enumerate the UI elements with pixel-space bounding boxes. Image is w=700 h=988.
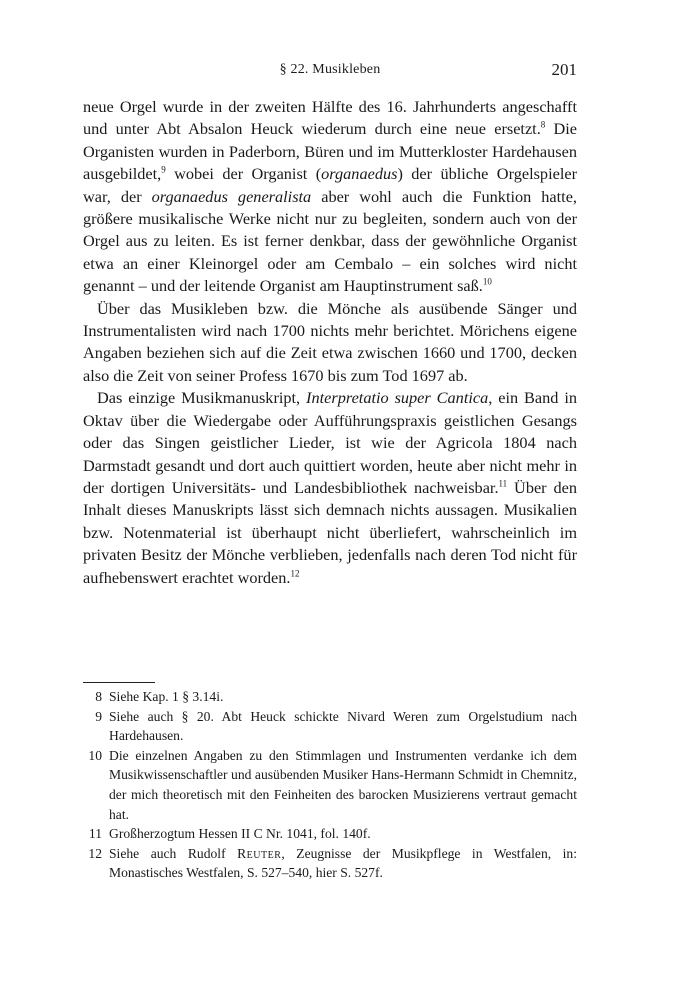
footnote-number: 11 bbox=[88, 826, 102, 842]
footnote-number: 10 bbox=[88, 747, 102, 763]
paragraph-text: , ein Band in Oktav über die Wiedergabe oder Aufführungspraxis geistlichen Gesangs oder das Singen geistlicher Lieder, ist wie der Agricola 1804 nach Darmstadt gesandt und dort auch quittiert worden, heute aber nicht mehr in der dortigen Universitäts- und Landesbibliothek nachweisbar. bbox=[83, 388, 577, 497]
footnote-ref-10: 10 bbox=[482, 276, 492, 287]
footnote-text bbox=[109, 844, 577, 883]
paragraph-text: neue Orgel wurde in der zweiten Hälfte des 16. Jahrhunderts angeschafft und unter Abt Absalon Heuck wiederum durch eine neue ersetzt. bbox=[83, 97, 577, 139]
italic-term: organaedus generalista bbox=[151, 186, 312, 206]
running-title: § 22. Musikleben bbox=[279, 62, 381, 77]
footnote-ref-8: 8 bbox=[540, 119, 546, 130]
footnote-ref-12: 12 bbox=[290, 568, 300, 579]
footnote-8 bbox=[83, 687, 577, 707]
author-name: Reuter bbox=[237, 845, 282, 861]
footnote-10 bbox=[83, 746, 577, 824]
footnote-text: Siehe auch § 20. Abt Heuck schickte Nivard Weren zum Orgelstudium nach Hardehausen. bbox=[109, 708, 577, 744]
footnote-text: Großherzogtum Hessen II C Nr. 1041, fol. 140f. bbox=[109, 826, 371, 842]
footnote-ref-9: 9 bbox=[161, 164, 166, 175]
footnote-text-part: Siehe auch Rudolf bbox=[109, 845, 238, 861]
footnote-text: Siehe Kap. 1 § 3.14i. bbox=[109, 689, 224, 704]
body-text bbox=[83, 96, 577, 589]
footnote-11 bbox=[83, 824, 577, 844]
footnote-text: Die einzelnen Angaben zu den Stimmlagen und Instrumenten verdanke ich dem Musikwissenschaftler und ausübenden Musiker Hans-Hermann Schmidt in Chemnitz, der mich theoretisch mit den Feinheiten des barocken Musizierens vertraut gemacht hat. bbox=[109, 747, 577, 822]
paragraph-text: aber wohl auch die Funktion hatte, größere musikalische Werke nicht nur zu begleiten, sondern auch von der Orgel aus zu leiten. Es ist ferner denkbar, dass der gewöhnliche Organist etwa an einer Kleinorgel oder am Cembalo – ein solches wird nicht genannt – und der leitende Organist am Hauptinstrument saß. bbox=[83, 186, 577, 296]
running-header bbox=[83, 62, 577, 84]
italic-term: organaedus bbox=[321, 164, 398, 184]
footnote-text-part: , Zeugnisse der Musikpflege in Westfalen, in: Monastisches Westfalen, S. 527–540, hier S. 527f. bbox=[109, 845, 577, 881]
footnote-number: 12 bbox=[88, 845, 102, 861]
paragraph-3 bbox=[83, 387, 577, 589]
footnote-9 bbox=[83, 707, 577, 746]
paragraph-1 bbox=[83, 96, 577, 298]
footnotes bbox=[83, 687, 577, 883]
paragraph-text: Das einzige Musikmanuskript, bbox=[97, 388, 307, 408]
paragraph-2: Über das Musikleben bzw. die Mönche als ausübende Sänger und Instrumentalisten wird nach 1700 nichts mehr berichtet. Mörichens eigene Angaben beziehen sich auf die Zeit etwa zwischen 1660 und 1700, decken also die Zeit von seiner Profess 1670 bis zum Tod 1697 ab. bbox=[83, 298, 577, 385]
footnote-number: 9 bbox=[95, 708, 102, 724]
paragraph-text: Die Organisten wurden in Paderborn, Büren und im Mutterkloster Hardehausen ausgebildet, bbox=[83, 119, 578, 184]
italic-title: Interpretatio super Cantica bbox=[306, 388, 489, 408]
paragraph-text: Über den Inhalt dieses Manuskripts lässt sich demnach nichts aussagen. Musikalien bzw. Notenmaterial ist überhaupt nicht überliefert, wahrscheinlich im privaten Besitz der Mönche verblieben, jedenfalls nach deren Tod nicht für aufhebenswert erachtet worden. bbox=[83, 477, 577, 587]
footnote-divider bbox=[83, 682, 155, 683]
page-number: 201 bbox=[551, 60, 577, 79]
footnote-number: 8 bbox=[95, 689, 102, 704]
footnote-ref-11: 11 bbox=[498, 478, 508, 489]
paragraph-text: ) der übliche Orgelspieler war, der bbox=[83, 164, 577, 206]
paragraph-text: wobei der Organist ( bbox=[165, 164, 322, 184]
footnote-12 bbox=[83, 844, 577, 883]
